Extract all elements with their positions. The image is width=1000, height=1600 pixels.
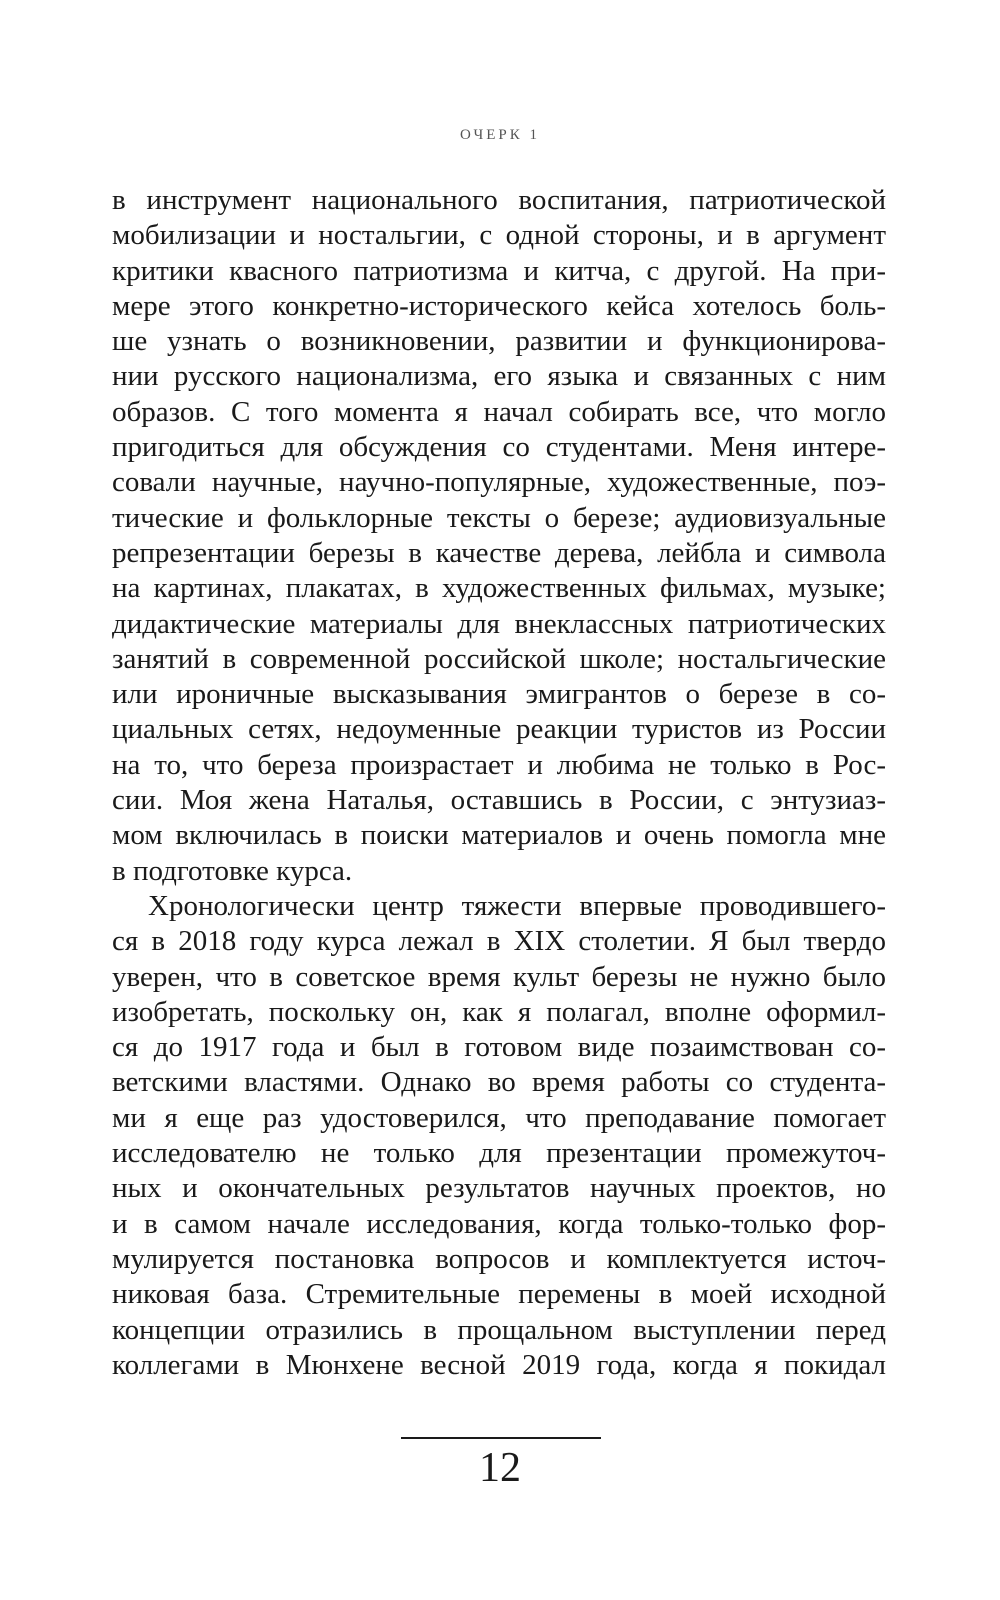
text-line: нии русского национализма, его языка и связанных с ним [112, 360, 886, 393]
text-line: циальных сетях, недоуменные реакции туристов из России [112, 713, 886, 746]
text-line: в инструмент национального воспитания, патриотической [112, 184, 886, 216]
text-line: в подготовке курса. [112, 854, 353, 887]
text-line: изобретать, поскольку он, как я полагал, вполне оформил- [112, 995, 886, 1028]
text-line: ся до 1917 года и был в готовом виде позаимствован со- [112, 1031, 886, 1064]
paragraph [112, 889, 886, 1383]
text-line: и в самом начале исследования, когда только-только фор- [112, 1207, 886, 1240]
body-text [112, 183, 886, 1383]
running-header: ОЧЕРК 1 [460, 127, 540, 143]
text-line: мулируется постановка вопросов и комплектуется источ- [112, 1242, 886, 1275]
text-line: ных и окончательных результатов научных проектов, но [112, 1172, 886, 1205]
text-line: совали научные, научно-популярные, художественные, поэ- [112, 466, 886, 499]
page-number: 12 [479, 1445, 521, 1491]
text-line: на картинах, плакатах, в художественных фильмах, музыке; [112, 572, 886, 605]
text-line: никовая база. Стремительные перемены в моей исходной [112, 1278, 886, 1311]
footer-rule [401, 1437, 601, 1439]
text-line: пригодиться для обсуждения со студентами. Меня интере- [112, 431, 886, 464]
paragraph [112, 183, 886, 889]
text-line: ше узнать о возникновении, развитии и функционирова- [112, 325, 886, 358]
text-line: мере этого конкретно-исторического кейса хотелось боль- [112, 289, 886, 322]
text-line: тические и фольклорные тексты о березе; аудиовизуальные [112, 501, 886, 534]
text-line: коллегами в Мюнхене весной 2019 года, когда я покидал [112, 1348, 886, 1381]
text-line: на то, что береза произрастает и любима не только в Рос- [112, 748, 886, 781]
text-line: сии. Моя жена Наталья, оставшись в России, с энтузиаз- [112, 784, 886, 817]
text-line: критики квасного патриотизма и китча, с другой. На при- [112, 254, 886, 287]
text-line: ся в 2018 году курса лежал в XIX столетии. Я был твердо [112, 925, 886, 958]
text-line: ветскими властями. Однако во время работы со студента- [112, 1066, 886, 1099]
text-line: исследователю не только для презентации промежуточ- [112, 1137, 886, 1170]
text-line: репрезентации березы в качестве дерева, лейбла и символа [112, 536, 886, 569]
text-line: мом включилась в поиски материалов и очень помогла мне [112, 819, 886, 852]
text-line: ми я еще раз удостоверился, что преподавание помогает [112, 1101, 886, 1134]
text-line: или ироничные высказывания эмигрантов о березе в со- [112, 678, 886, 711]
text-line: занятий в современной российской школе; ностальгические [112, 642, 886, 675]
text-line: мобилизации и ностальгии, с одной стороны, и в аргумент [112, 219, 886, 252]
text-line: уверен, что в советское время культ березы не нужно было [112, 960, 886, 993]
text-line: образов. С того момента я начал собирать все, что могло [112, 395, 886, 428]
text-line: Хронологически центр тяжести впервые проводившего- [148, 889, 886, 922]
text-line: концепции отразились в прощальном выступлении перед [112, 1313, 886, 1346]
text-line: дидактические материалы для внеклассных патриотических [112, 607, 886, 640]
